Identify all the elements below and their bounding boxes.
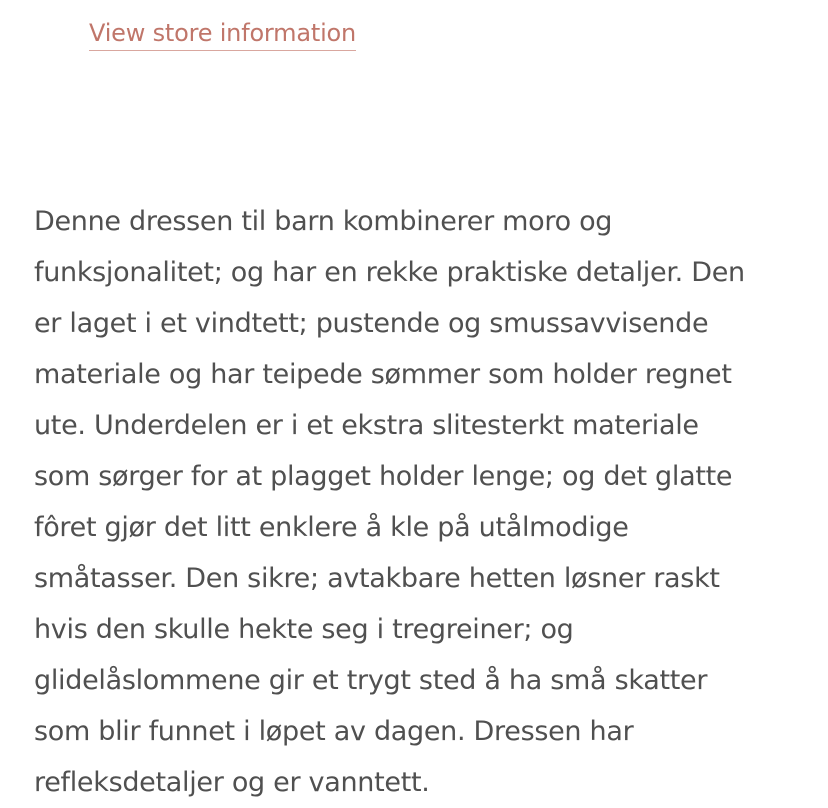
description-line: som sørger for at plagget holder lenge; og det glatte [34, 461, 733, 492]
description-line: glidelåslommene gir et trygt sted å ha små skatter [34, 665, 708, 696]
description-line: funksjonalitet; og har en rekke praktiske detaljer. Den [34, 257, 745, 288]
description-line: Denne dressen til barn kombinerer moro og [34, 206, 613, 237]
description-line: fôret gjør det litt enklere å kle på utålmodige [34, 512, 629, 543]
description-line: refleksdetaljer og er vanntett. [34, 767, 430, 798]
description-line: er laget i et vindtett; pustende og smussavvisende [34, 308, 709, 339]
view-store-information-link[interactable]: View store information [89, 16, 356, 51]
product-description [34, 196, 794, 808]
description-line: småtasser. Den sikre; avtakbare hetten løsner raskt [34, 563, 720, 594]
description-line: materiale og har teipede sømmer som holder regnet [34, 359, 732, 390]
description-line: hvis den skulle hekte seg i tregreiner; og [34, 614, 574, 645]
description-line: som blir funnet i løpet av dagen. Dressen har [34, 716, 634, 747]
description-line: ute. Underdelen er i et ekstra slitesterkt materiale [34, 410, 699, 441]
